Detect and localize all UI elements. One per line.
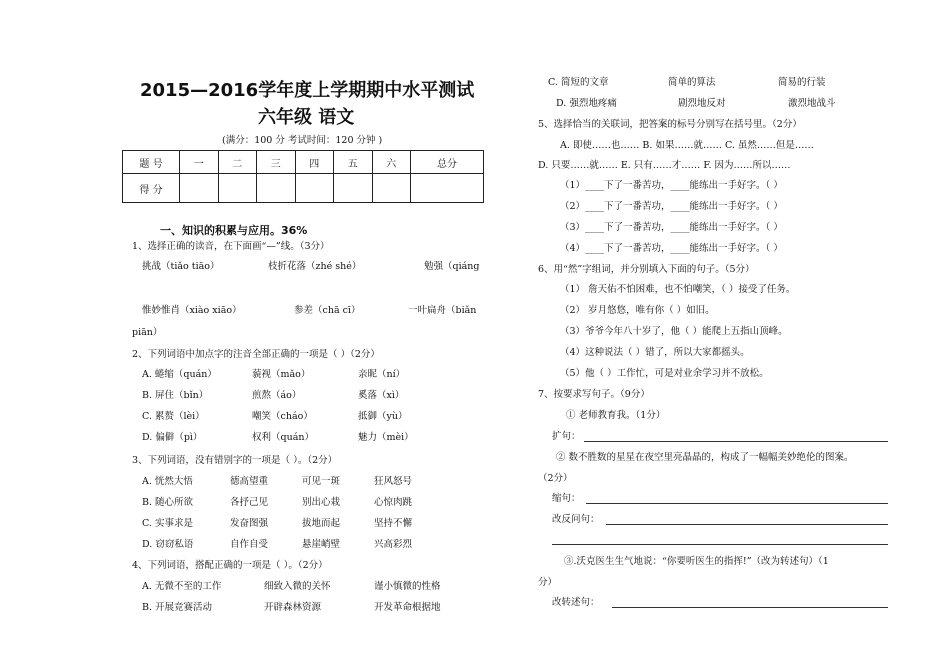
- q3-option: A. 恍然大悟: [142, 476, 193, 487]
- exam-info: (满分：100 分 考试时间：120 分钟 ): [222, 135, 383, 146]
- q2-option: A. 蜷缩（quán）: [142, 369, 217, 380]
- q2-option: D. 偏僻（pì）: [142, 432, 203, 443]
- q4-phrase: 开发革命根据地: [374, 602, 441, 613]
- score-blank[interactable]: [334, 174, 373, 203]
- answer-line[interactable]: [584, 441, 888, 442]
- score-table: [122, 150, 484, 203]
- q7-3-cont: 分）: [538, 577, 558, 588]
- score-cell: 四: [295, 151, 334, 174]
- q6-text: 6、用“然”字组词，并分别填入下面的句子。（5分）: [538, 264, 755, 275]
- q3-word: 兴高彩烈: [374, 539, 413, 550]
- q5-item: （4）____下了一番苦功，____能练出一手好字。（ ）: [560, 243, 783, 254]
- q4-option: D. 强烈地疼痛: [556, 98, 617, 109]
- q3-option: D. 窃窃私语: [142, 539, 194, 550]
- q2-option: C. 累赘（lèi）: [142, 411, 205, 422]
- q6-item: （3）爷爷今年八十岁了，他（ ）能爬上五指山顶峰。: [560, 326, 788, 337]
- q5-item: （3）____下了一番苦功，____能练出一手好字。（ ）: [560, 222, 783, 233]
- q6-item: （1） 詹天佑不怕困难，也不怕嘲笑，（ ）接受了任务。: [560, 284, 796, 295]
- q6-item: （5）他（ ）工作忙，可是对业余学习并不放松。: [560, 368, 769, 379]
- q7-2-label-b: 改反问句：: [552, 514, 600, 525]
- q2-word: 权利（quán）: [252, 432, 314, 443]
- score-cell: 五: [334, 151, 373, 174]
- q2-word: 奚落（xì）: [358, 390, 405, 401]
- score-blank[interactable]: [257, 174, 296, 203]
- q3-word: 可见一斑: [302, 476, 341, 487]
- score-cell: 三: [257, 151, 296, 174]
- score-blank[interactable]: [372, 174, 411, 203]
- q7-3-label: 改转述句：: [552, 597, 600, 608]
- answer-line[interactable]: [612, 607, 888, 608]
- q7-3-text: ③.沃克医生生气地说：“你要听医生的指挥!”（改为转述句）（1: [564, 556, 829, 567]
- q4-option: C. 简短的文章: [548, 77, 609, 88]
- q6-item: （2） 岁月悠悠，唯有你（ ）如旧。: [560, 305, 715, 316]
- exam-title: 2015—2016学年度上学期期中水平测试: [140, 80, 475, 101]
- q3-word: 别出心栽: [302, 497, 341, 508]
- q2-word: 魅力（mèi）: [358, 432, 414, 443]
- q3-word: 自作自受: [230, 539, 269, 550]
- score-blank[interactable]: [180, 174, 219, 203]
- score-table-score-row: [123, 174, 484, 203]
- q2-text: 2、下列词语中加点字的注音全部正确的一项是（ ）（2分）: [132, 349, 380, 360]
- q2-word: 亲昵（ní）: [358, 369, 406, 380]
- q1-line3: piān）: [132, 327, 163, 338]
- q5-options-1: A. 即使……也…… B. 如果……就…… C. 虽然……但是……: [560, 140, 814, 151]
- score-blank[interactable]: [295, 174, 334, 203]
- answer-line[interactable]: [606, 524, 888, 525]
- score-blank[interactable]: [411, 174, 484, 203]
- q4-phrase: 激烈地战斗: [788, 98, 836, 109]
- q6-item: （4）这种说法（ ）错了，所以大家都摇头。: [560, 347, 750, 358]
- q1-line2-a: 惟妙惟肖（xiào xiāo）: [142, 305, 242, 316]
- q3-word: 发奋图强: [230, 518, 269, 529]
- score-cell: 六: [372, 151, 411, 174]
- q2-word: 藐视（mǎo）: [252, 369, 311, 380]
- q4-phrase: 细致入微的关怀: [264, 581, 331, 592]
- q7-1-label: 扩句：: [552, 431, 581, 442]
- q2-word: 嘲笑（cháo）: [252, 411, 313, 422]
- q3-word: 坚持不懈: [374, 518, 413, 529]
- score-cell: 一: [180, 151, 219, 174]
- score-cell: 题 号: [123, 151, 180, 174]
- answer-line[interactable]: [552, 544, 888, 545]
- q1-line1-c: 勉强（qiáng: [424, 261, 480, 272]
- section-heading: 一、知识的积累与应用。36%: [160, 224, 308, 237]
- q3-word: 拔地而起: [302, 518, 341, 529]
- q3-option: B. 随心所欲: [142, 497, 194, 508]
- q3-word: 心惊肉跳: [374, 497, 413, 508]
- q4-phrase: 开辟森林资源: [264, 602, 322, 613]
- q1-text: 1、选择正确的读音，在下面画“—”线。（3分）: [132, 241, 330, 252]
- q1-line1-a: 挑战（tiǎo tiāo）: [142, 261, 220, 272]
- q2-word: 抵御（yù）: [358, 411, 408, 422]
- q4-phrase: 剧烈地反对: [678, 98, 726, 109]
- q5-text: 5、选择恰当的关联词，把答案的标号分别写在括号里。（2分）: [538, 119, 802, 130]
- q3-word: 各抒己见: [230, 497, 269, 508]
- exam-subtitle: 六年级 语文: [258, 107, 355, 128]
- answer-line[interactable]: [586, 503, 888, 504]
- score-blank[interactable]: [218, 174, 257, 203]
- q1-line2-b: 参差（chā cī）: [294, 305, 361, 316]
- score-row-label: 得 分: [123, 174, 180, 203]
- q2-option: B. 屏住（bǐn）: [142, 390, 209, 401]
- q3-word: 德高望重: [230, 476, 269, 487]
- q2-word: 煎熬（áo）: [252, 390, 302, 401]
- q4-option: A. 无微不至的工作: [142, 581, 222, 592]
- q7-2-text: ② 数不胜数的星星在夜空里亮晶晶的，构成了一幅幅美妙绝伦的图案。: [556, 452, 854, 463]
- q1-line2-c: 一叶扁舟（biǎn: [408, 305, 477, 316]
- q5-options-2: D. 只要……就…… E. 只有……才…… F. 因为……所以……: [538, 160, 791, 171]
- q4-option: B. 开展竞赛活动: [142, 602, 213, 613]
- q7-2-score: （2分）: [538, 473, 573, 484]
- q5-item: （1）____下了一番苦功，____能练出一手好字。（ ）: [560, 180, 783, 191]
- score-table-header-row: [123, 151, 484, 174]
- q7-1-text: ① 老师教育我。（1分）: [566, 410, 666, 421]
- q4-phrase: 谨小慎微的性格: [374, 581, 441, 592]
- q1-line1-b: 枝折花落（zhé shé）: [268, 261, 362, 272]
- q3-text: 3、下列词语，没有错别字的一项是（ ）。（2分）: [132, 455, 338, 466]
- score-cell: 二: [218, 151, 257, 174]
- q3-word: 狂风怒号: [374, 476, 413, 487]
- q4-phrase: 简单的算法: [668, 77, 716, 88]
- q7-2-label-a: 缩句：: [552, 493, 581, 504]
- q7-text: 7、按要求写句子。（9分）: [538, 389, 650, 400]
- q3-option: C. 实事求是: [142, 518, 193, 529]
- q5-item: （2）____下了一番苦功，____能练出一手好字。（ ）: [560, 201, 783, 212]
- q3-word: 悬崖峭壁: [302, 539, 341, 550]
- q4-phrase: 简易的行装: [778, 77, 826, 88]
- score-cell: 总分: [411, 151, 484, 174]
- q4-text: 4、下列词语，搭配正确的一项是（ ）。（2分）: [132, 560, 328, 571]
